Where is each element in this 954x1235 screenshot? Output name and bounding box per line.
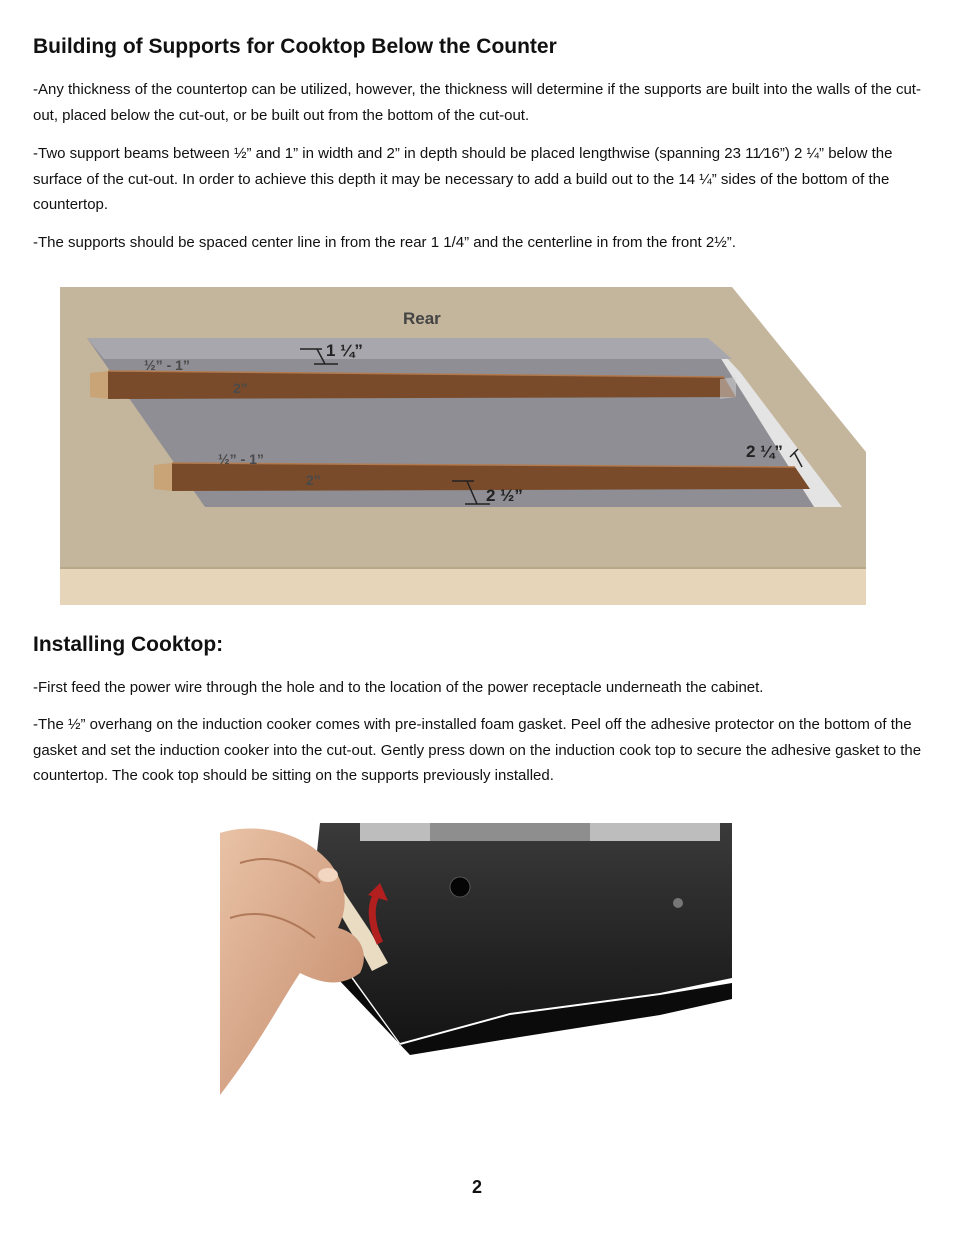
paragraph-gasket: -The ½” overhang on the induction cooker comes with pre-installed foam gasket. Peel off the adhesive protector on the bottom of the gasket and set the induction cooker into the cut-out. Gently press down on the induction cook top to secure the adhesive gasket to the countertop. The cook top should be sitting on the supports previously installed. [33,716,922,784]
paragraph-support-beams: -Two support beams between ½” and 1” in width and 2” in depth should be placed lengthwise (spanning 23 11⁄16”) 2 ¼” below the surface of the cut-out. In order to achieve this depth it may be necessary to add a build out to the 14 ¼” sides of the bottom of the countertop. [33,145,893,213]
paragraph-support-spacing: -The supports should be spaced center line in from the rear 1 1/4” and the centerline in from the front 2½”. [33,234,736,251]
back-beam-depth-label: 2” [233,380,248,396]
back-beam-width-label: ½” - 1” [144,357,190,373]
front-beam-end [154,463,172,491]
paragraph-countertop-thickness: -Any thickness of the countertop can be utilized, however, the thickness will determine if the supports are built into the walls of the cut-out, placed below the cut-out, or be built out from the bottom of the cut-out. [33,81,921,124]
rear-spacing-label: 1 ¼” [326,341,363,360]
front-beam-depth-label: 2” [306,472,321,488]
section-heading-installing: Installing Cooktop: [33,633,224,656]
peeling-gasket-photo [220,823,732,1095]
cooktop-hole [450,877,470,897]
support-beams-diagram [60,287,866,605]
front-beam-width-label: ½” - 1” [218,451,264,467]
paragraph-power-wire: -First feed the power wire through the hole and to the location of the power receptacle underneath the cabinet. [33,679,764,696]
page-number: 2 [471,1177,482,1197]
depth-label: 2 ¼” [746,442,783,461]
rear-label: Rear [403,309,441,328]
section-heading-supports: Building of Supports for Cooktop Below the Counter [33,35,557,58]
front-spacing-label: 2 ½” [486,486,523,505]
countertop-front-edge [60,569,866,605]
back-beam-end [90,371,108,399]
